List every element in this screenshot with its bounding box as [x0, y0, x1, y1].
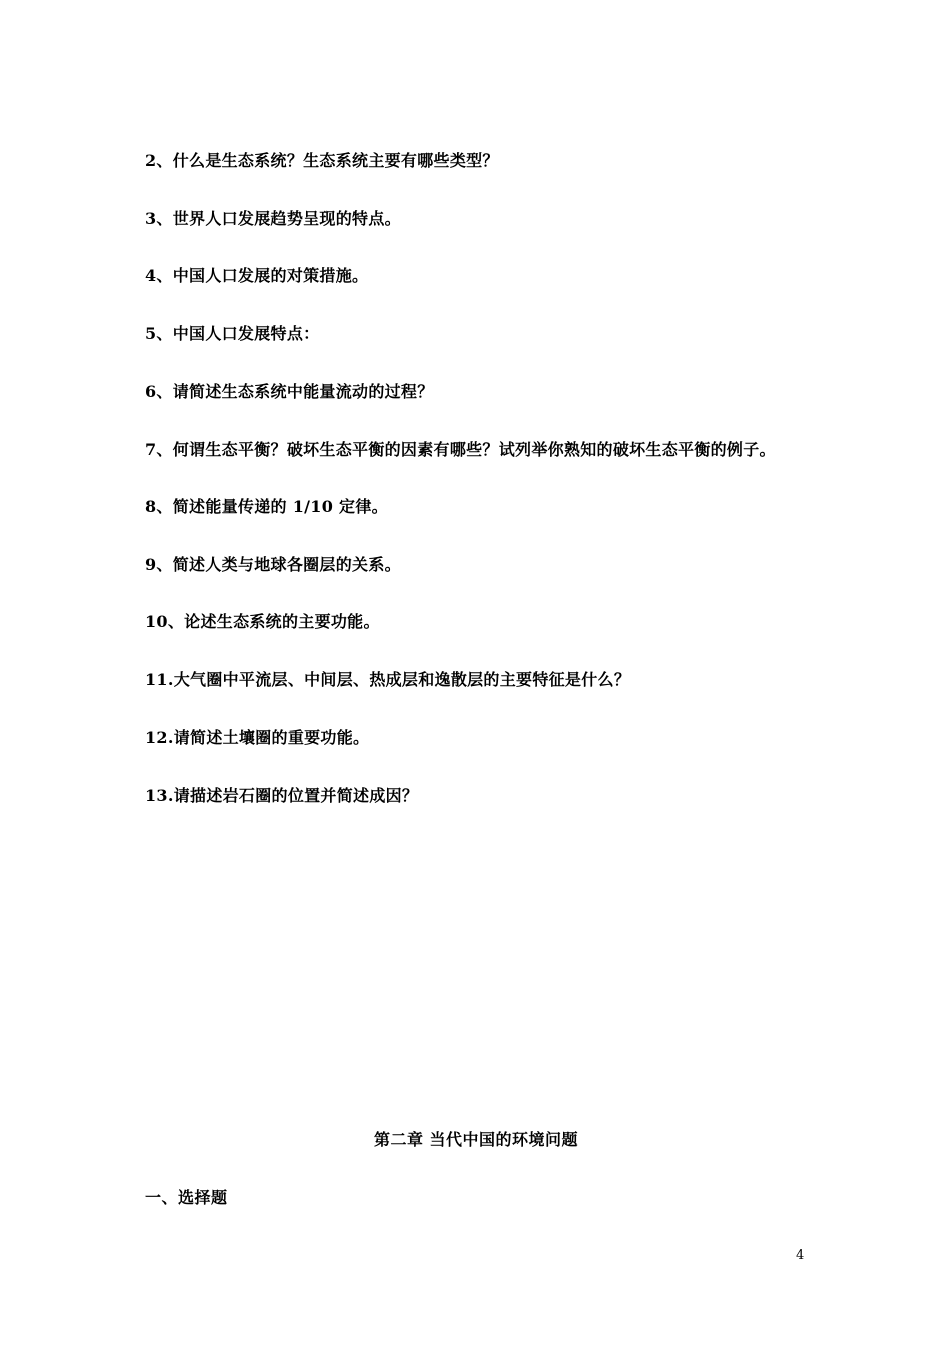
question-9: 9、简述人类与地球各圈层的关系。 [145, 555, 401, 574]
question-7: 7、何谓生态平衡？破坏生态平衡的因素有哪些？试列举你熟知的破坏生态平衡的例子。 [145, 440, 776, 459]
question-5: 5、中国人口发展特点： [145, 324, 320, 343]
question-11: 11.大气圈中平流层、中间层、热成层和逸散层的主要特征是什么？ [145, 670, 631, 689]
question-8: 8、简述能量传递的 1/10 定律。 [145, 497, 388, 516]
question-2: 2、什么是生态系统？生态系统主要有哪些类型？ [145, 151, 499, 170]
question-6: 6、请简述生态系统中能量流动的过程？ [145, 382, 434, 401]
section-heading: 一、选择题 [145, 1188, 228, 1207]
chapter-title: 第二章 当代中国的环境问题 [373, 1130, 579, 1149]
question-3: 3、世界人口发展趋势呈现的特点。 [145, 209, 401, 228]
question-10: 10、论述生态系统的主要功能。 [145, 612, 380, 631]
page-number: 4 [796, 1248, 805, 1263]
question-4: 4、中国人口发展的对策措施。 [145, 266, 369, 285]
question-13: 13.请描述岩石圈的位置并简述成因？ [145, 786, 419, 805]
question-12: 12.请简述土壤圈的重要功能。 [145, 728, 370, 747]
